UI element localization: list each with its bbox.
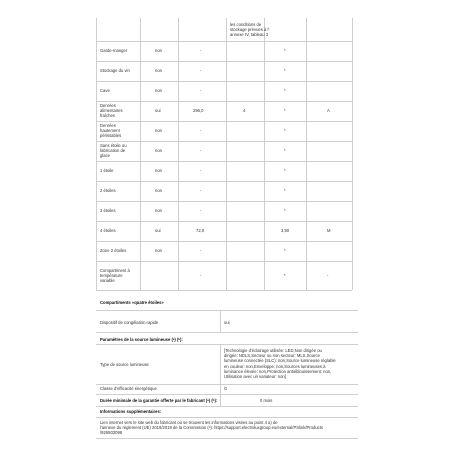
row-divider [96,161,352,162]
compartment-volume: - [200,208,202,213]
compartment-present: oui [155,108,161,113]
guarantee-value: 0 mois [260,398,273,403]
compartment-temperature: 4 [243,108,246,113]
compartment-volume: - [200,48,202,53]
section-divider [96,310,358,311]
compartment-present: non [155,188,162,193]
compartment-name: Zone 2 étoiles [100,248,127,253]
section-divider [96,394,358,395]
compartment-name: 2 étoiles [100,188,116,193]
row-divider [96,261,352,262]
energy-class-label: Classe d'efficacité énergétique [100,386,157,391]
section-divider [96,384,358,385]
energy-class-value: G [224,386,228,391]
compartment-name: Denrées alimentaires fraîches [100,103,123,119]
compartment-volume: 296,0 [193,108,204,113]
row-divider [96,241,352,242]
table-border-right [352,18,353,290]
compartment-name: Stockage du vin [100,68,130,73]
note-line: les conditions de [230,22,262,27]
light-type-label: Type de source lumineuse [100,362,149,367]
row-divider [96,41,352,42]
row-divider [96,201,352,202]
storage-conditions-note [230,22,269,38]
section-divider [96,417,358,418]
compartment-present: oui [155,228,161,233]
table-border-left [96,18,97,290]
compartment-volume: - [200,68,202,73]
compartment-volume: - [200,248,202,253]
compartment-value: * [284,188,286,193]
compartment-name: Compartiment à température variable [100,268,130,284]
light-source-heading: Paramètres de la source lumineuse (ᵃ) (ᵇ): [100,337,183,342]
compartment-value: * [284,88,286,93]
compartment-value: * [284,168,286,173]
compartment-name: Garde-manger [100,48,128,53]
light-type-value: [Technologie d'éclairage utilisée: LED,Non dirigée ou dirigée: NDLS,Secteur ou non secteur: MLS,Source lumineuse connectée (SLC): non,Source lumineuse réglable en couleur: non,Enveloppe: non,Sources lumineuses à luminance élevée: non,Protection antiéblouissement: non, Utilisation avec un variateur: non] [224,348,336,380]
compartment-value: * [284,108,286,113]
section-divider [96,344,358,345]
row-divider [96,61,352,62]
compartment-name: Denrées hautement périssables [100,123,122,139]
row-divider [96,121,352,122]
compartment-present: non [155,48,162,53]
section-divider [96,406,358,407]
compartment-volume: - [200,188,202,193]
compartment-value: 3,90 [281,228,290,233]
compartment-volume: - [200,148,202,153]
additional-info-heading: Informations supplémentaires: [100,409,162,414]
row-divider [96,221,352,222]
compartment-present: non [155,248,162,253]
table-col-divider [140,18,141,290]
row-divider [96,81,352,82]
compartment-class: - [327,273,329,278]
compartment-present: non [155,68,162,73]
compartment-value: * [284,48,286,53]
four-star-heading: Compartiments «quatre étoiles» [100,300,164,305]
section-divider [96,438,358,439]
compartment-name: 3 étoiles [100,208,116,213]
table-border-bottom [96,290,352,291]
guarantee-label: Durée minimale de la garantie offerte par le fabricant (ᵃ) (ᵇ): [100,398,218,403]
row-divider [96,181,352,182]
compartment-volume: - [200,168,202,173]
compartment-present: non [155,148,162,153]
field-divider [220,310,221,332]
compartment-class: A [327,108,330,113]
table-col-divider [264,18,265,290]
compartment-present: non [155,128,162,133]
compartment-volume: - [200,128,202,133]
note-line: annexe IV, tableau 3 [230,32,269,38]
support-link[interactable]: l'annexe du règlement (UE) 2019/2019 de la Commission (ᵃ): https://support.electroluxgroup.eu/external/PSlink/Products [100,425,324,431]
compartment-value: * [284,208,286,213]
compartment-class: M [327,228,331,233]
table-col-divider [178,18,179,290]
rapid-freeze-value: oui [224,320,230,325]
rapid-freeze-label: Dispositif de congélation rapide [100,320,159,325]
compartment-present: non [155,168,162,173]
field-divider [220,394,221,406]
note-line: stockage prévues à l' [230,27,270,33]
compartment-present: non [155,208,162,213]
table-col-divider [306,18,307,290]
compartment-present: non [155,88,162,93]
compartment-value: * [284,248,286,253]
compartment-name: 1 étoile [100,168,114,173]
additional-info-text: Lien internet vers le site web du fabricant où se trouvent les informations visées au point 4 a) de l'annexe du règlement (UE) 2019/2019 de la Commission (ᵃ): https://support.electroluxgroup.eu/external/PSlink/Products /925503098 [100,420,324,436]
section-divider [96,332,358,333]
compartment-volume: 72,0 [196,228,205,233]
compartment-value: * [284,148,286,153]
compartment-name: Cave [100,88,110,93]
compartment-volume: - [200,273,202,278]
compartment-volume: - [200,88,202,93]
field-divider [220,344,221,394]
compartment-name: 4 étoiles [100,228,116,233]
compartment-value: * [284,68,286,73]
compartment-name: Sans étoile ou fabrication de glace [100,143,127,159]
row-divider [96,101,352,102]
compartment-value: * [284,273,286,278]
table-col-divider [226,18,227,290]
compartment-value: * [284,128,286,133]
row-divider [96,141,352,142]
